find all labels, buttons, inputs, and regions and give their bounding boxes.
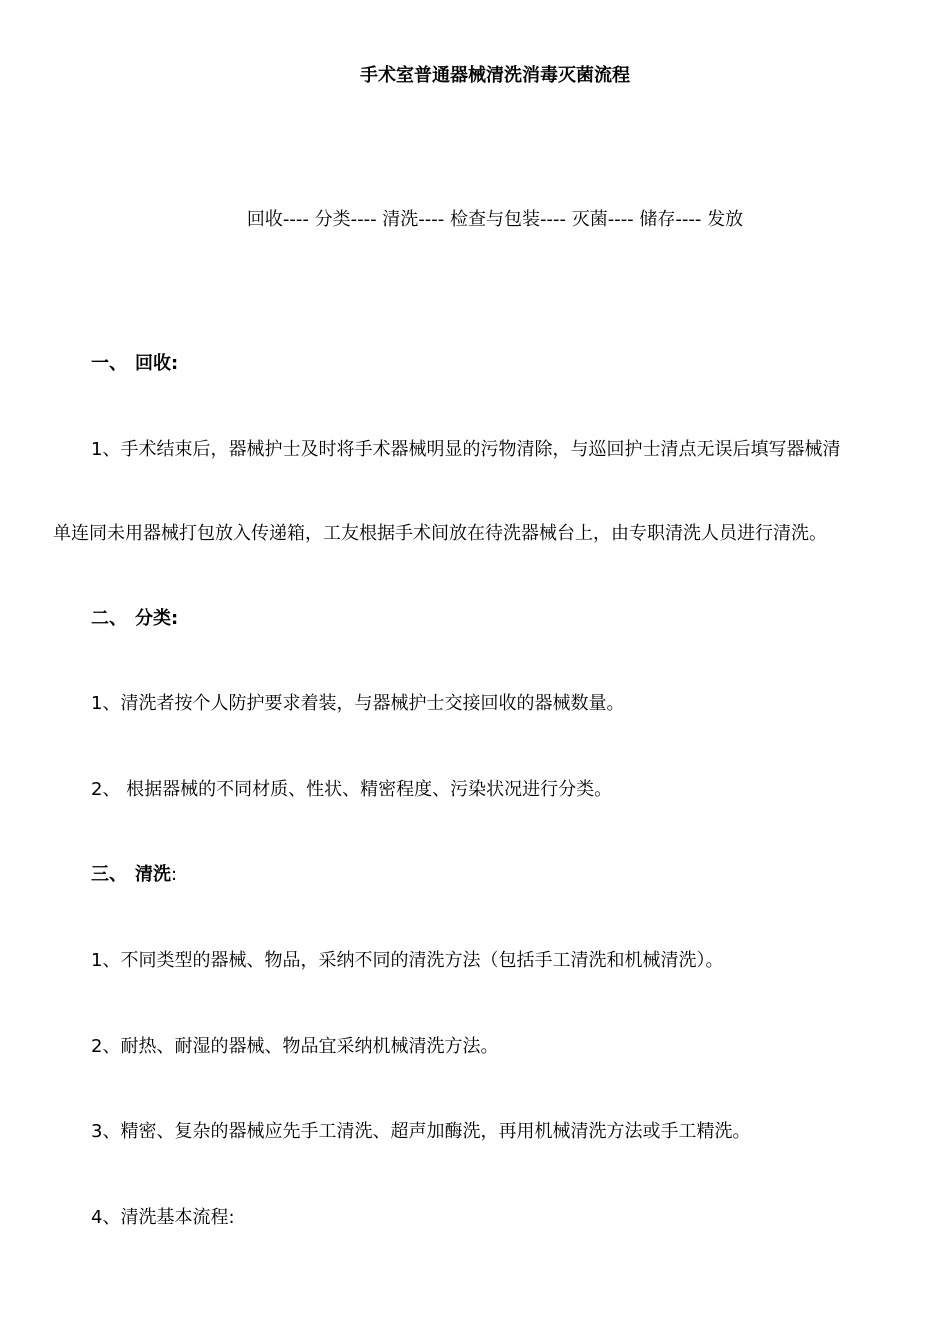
paragraph-recovery-1: 1、手术结束后，器械护士及时将手术器械明显的污物清除，与巡回护士清点无误后填写器械清 (91, 439, 841, 460)
section-title: 清洗 (135, 864, 171, 885)
section-colon: : (171, 353, 179, 374)
section-title: 分类 (135, 608, 171, 629)
paragraph-recovery-1-cont: 单连同未用器械打包放入传递箱，工友根据手术间放在待洗器械台上，由专职清洗人员进行清洗。 (53, 523, 827, 544)
paragraph-cleaning-1: 1、不同类型的器械、物品，采纳不同的清洗方法（包括手工清洗和机械清洗）。 (91, 950, 724, 971)
paragraph-sorting-2: 2、 根据器械的不同材质、性状、精密程度、污染状况进行分类。 (91, 779, 613, 800)
section-number: 一、 (91, 353, 127, 374)
paragraph-cleaning-4: 4、清洗基本流程: (91, 1207, 235, 1228)
section-number: 二、 (91, 608, 127, 629)
section-heading-sorting (91, 607, 178, 631)
paragraph-cleaning-2: 2、耐热、耐湿的器械、物品宜采纳机械清洗方法。 (91, 1036, 499, 1057)
section-colon: : (171, 864, 178, 885)
section-title: 回收 (135, 353, 171, 374)
section-colon: : (171, 608, 179, 629)
section-heading-cleaning (91, 863, 177, 887)
process-flow: 回收---- 分类---- 清洗---- 检查与包装---- 灭菌---- 储存---- 发放 (246, 209, 744, 230)
section-number: 三、 (91, 864, 127, 885)
paragraph-sorting-1: 1、清洗者按个人防护要求着装，与器械护士交接回收的器械数量。 (91, 693, 625, 714)
section-heading-recovery (91, 352, 178, 376)
document-title: 手术室普通器械清洗消毒灭菌流程 (360, 65, 630, 86)
paragraph-cleaning-3: 3、精密、复杂的器械应先手工清洗、超声加酶洗，再用机械清洗方法或手工精洗。 (91, 1121, 751, 1142)
